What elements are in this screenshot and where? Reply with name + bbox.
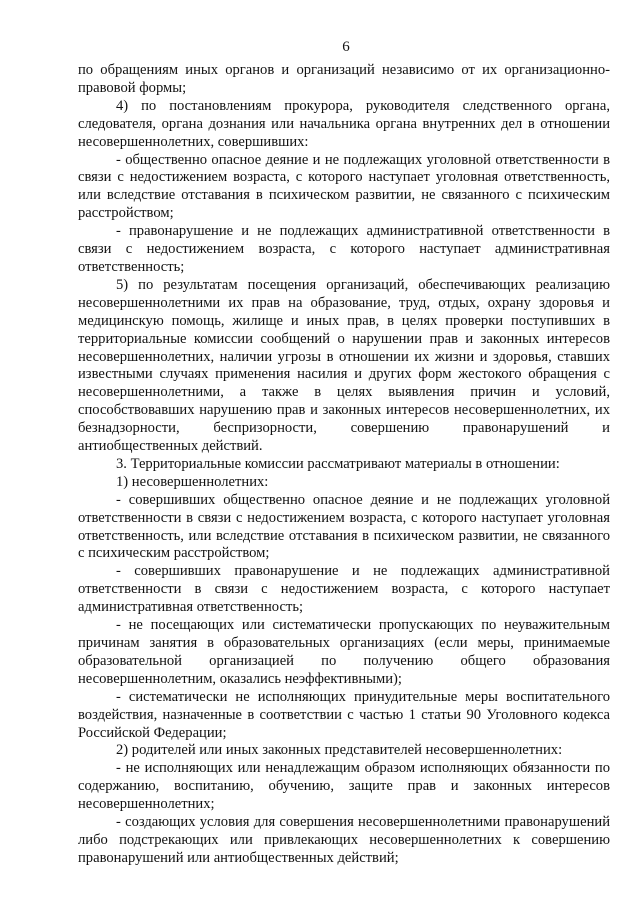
paragraph: по обращениям иных органов и организаций независимо от их организационно-правовой формы; [78,62,610,96]
paragraph: 1) несовершеннолетних: [116,473,269,490]
paragraph: 4) по постановлениям прокурора, руководителя следственного органа, следователя, органа дознания или начальника органа внутренних дел в отношении несовершеннолетних, совершивших: [78,97,610,150]
paragraph: - не исполняющих или ненадлежащим образом исполняющих обязанности по содержанию, воспитанию, обучению, защите прав и законных интересов несовершеннолетних; [78,760,610,813]
paragraph: - правонарушение и не подлежащих административной ответственности в связи с недостижением возраста, с которого наступает административная ответственность; [78,223,610,275]
paragraph: 5) по результатам посещения организаций, обеспечивающих реализацию несовершеннолетними их прав на образование, труд, отдых, охрану здоровья и медицинскую помощь, жилище и иных прав, в целях проверки поступивших в территориальные комиссии сообщений о нарушении прав и законных интересов несовершеннолетних, наличии угрозы в отношении их жизни и здоровья, ставших известными случаях применения насилия и других форм жестокого обращения с несовершеннолетними, а также в целях выявления причин и условий, способствовавших нарушению прав и законных интересов несовершеннолетних, их безнадзорности, беспризорности, совершению правонарушений и антиобщественных действий. [78,276,610,455]
paragraph: 3. Территориальные комиссии рассматривают материалы в отношении: [116,455,560,472]
paragraph: - создающих условия для совершения несовершеннолетними правонарушений либо подстрекающих или привлекающих несовершеннолетних к совершению правонарушений или антиобщественных действий; [78,814,610,866]
paragraph: - не посещающих или систематически пропускающих по неуважительным причинам занятия в образовательных организациях (если меры, принимаемые образовательной организацией по получению общего образования несовершеннолетним, оказались неэффективными); [78,617,610,687]
page-number: 6 [342,39,350,55]
paragraph: - совершивших общественно опасное деяние и не подлежащих уголовной ответственности в связи с недостижением возраста, с которого наступает уголовная ответственность, или вследствие отставания в психическом развитии, не связанного с психическим расстройством; [78,491,610,562]
paragraph: - общественно опасное деяние и не подлежащих уголовной ответственности в связи с недостижением возраста, с которого наступает уголовная ответственность, или вследствие отставания в психическом развитии, не связанного с психическим расстройством; [78,151,610,222]
paragraph: 2) родителей или иных законных представителей несовершеннолетних: [116,742,563,759]
paragraph: - систематически не исполняющих принудительные меры воспитательного воздействия, назначенные в соответствии с частью 1 статьи 90 Уголовного кодекса Российской Федерации; [78,688,610,741]
document-body [78,62,610,868]
paragraph: - совершивших правонарушение и не подлежащих административной ответственности в связи с недостижением возраста, с которого наступает административная ответственность; [78,563,610,616]
